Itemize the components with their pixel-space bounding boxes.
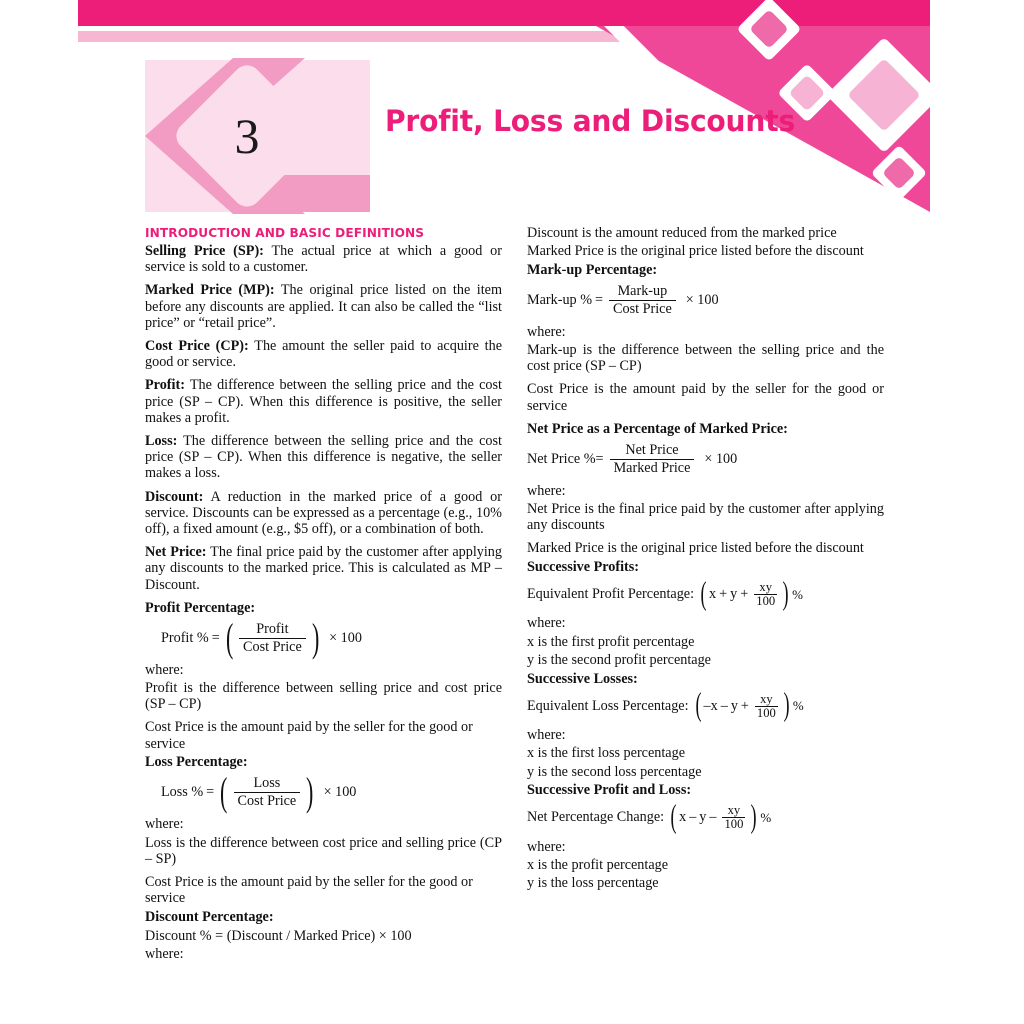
formula-equals: = — [595, 291, 604, 308]
paren-open: ( — [695, 687, 702, 724]
formula-multiplier: × 100 — [704, 450, 738, 467]
fraction-numerator: xy — [760, 691, 773, 706]
where-line: y is the loss percentage — [527, 875, 659, 892]
fraction-denominator: 100 — [756, 594, 776, 609]
fraction-denominator: Cost Price — [239, 638, 306, 655]
heading-discount-percentage: Discount Percentage: — [145, 908, 274, 925]
formula-discount-percentage: Discount % = (Discount / Marked Price) × 100 — [145, 927, 412, 944]
fraction — [722, 804, 745, 831]
formula-term-2: y — [699, 809, 707, 826]
formula-equals: = — [211, 629, 220, 646]
formula-multiplier: × 100 — [685, 291, 719, 308]
heading-loss-percentage: Loss Percentage: — [145, 754, 248, 771]
formula-operator-2: + — [740, 586, 749, 603]
heading-profit-percentage: Profit Percentage: — [145, 599, 256, 616]
where-line: Profit is the difference between selling price and cost price (SP – CP) — [145, 680, 502, 713]
formula-net-price-percentage — [527, 443, 884, 476]
where-line: Marked Price is the original price listed before the discount — [527, 540, 864, 557]
where-label: where: — [527, 726, 566, 743]
formula-successive-profits — [527, 575, 884, 612]
paren-open: ( — [220, 769, 228, 815]
fraction-numerator: xy — [759, 579, 772, 594]
fraction-denominator: Cost Price — [609, 300, 676, 317]
formula-lhs: Loss % — [161, 784, 204, 801]
paren-open: ( — [670, 799, 677, 836]
term-text: The difference between the selling price and the cost price (SP – CP). When this difference is positive, the seller makes a profit. — [145, 377, 502, 426]
term-label: Loss: — [145, 433, 178, 450]
formula-lhs: Net Price %= — [527, 450, 604, 467]
formula-label: Equivalent Loss Percentage: — [527, 697, 689, 714]
definition-cost-price — [145, 338, 502, 370]
term-text: The final price paid by the customer after applying any discounts to the marked price. This is calculated as MP – Discount. — [145, 544, 502, 593]
formula-profit-percentage — [145, 614, 502, 660]
paren-open: ( — [225, 614, 234, 660]
formula-operator-1: – — [720, 697, 728, 714]
formula-equals: = — [206, 784, 215, 801]
heading-successive-profit-and-loss: Successive Profit and Loss: — [527, 782, 692, 799]
formula-label: Net Percentage Change: — [527, 809, 665, 826]
where-label: where: — [145, 661, 184, 678]
heading-successive-losses: Successive Losses: — [527, 670, 638, 687]
term-label: Discount: — [145, 488, 204, 505]
term-text: The original price listed on the item before any discounts are applied. It can also be called the “list price” or “retail price”. — [145, 282, 502, 331]
where-line: x is the first profit percentage — [527, 633, 695, 650]
where-line: Cost Price is the amount paid by the seller for the good or service — [145, 719, 473, 752]
fraction-denominator: Cost Price — [234, 792, 301, 809]
term-text: The amount the seller paid to acquire the good or service. — [145, 338, 503, 371]
where-line: x is the first loss percentage — [527, 745, 685, 762]
formula-operator-2: + — [740, 697, 749, 714]
definition-selling-price — [145, 243, 502, 275]
definition-discount — [145, 489, 502, 538]
term-text: A reduction in the marked price of a good or service. Discounts can be expressed as a percentage (e.g., 10% off), a fixed amount (e.g., $5 off), or a combination of both. — [145, 488, 502, 538]
formula-markup-percentage — [527, 284, 884, 317]
chapter-number-badge — [145, 60, 370, 212]
formula-multiplier: × 100 — [323, 784, 357, 801]
formula-operator-1: + — [719, 586, 728, 603]
definition-marked-price — [145, 282, 502, 331]
fraction — [610, 443, 695, 476]
formula-lhs: Profit % — [161, 629, 209, 646]
formula-term-2: y — [730, 697, 738, 714]
heading-net-price-percentage: Net Price as a Percentage of Marked Price: — [527, 420, 788, 437]
formula-term-1: x — [709, 586, 717, 603]
page-header-banner — [0, 0, 1024, 215]
where-label: where: — [527, 482, 566, 499]
formula-multiplier: × 100 — [329, 629, 362, 646]
term-label: Cost Price (CP): — [145, 338, 249, 355]
fraction — [239, 622, 306, 655]
definition-net-price — [145, 544, 502, 593]
where-line: y is the second profit percentage — [527, 652, 711, 669]
formula-term-1: –x — [703, 697, 718, 714]
fraction — [755, 693, 778, 720]
chapter-number: 3 — [234, 108, 260, 164]
formula-successive-losses — [527, 687, 884, 724]
heading-markup-percentage: Mark-up Percentage: — [527, 261, 658, 278]
fraction — [609, 284, 676, 317]
term-label: Marked Price (MP): — [145, 282, 275, 299]
fraction — [754, 581, 777, 608]
where-line: Marked Price is the original price listed before the discount — [527, 243, 864, 260]
where-line: Discount is the amount reduced from the marked price — [527, 225, 837, 241]
formula-loss-percentage — [145, 769, 502, 815]
paren-close: ) — [783, 687, 790, 724]
formula-operator-1: – — [689, 809, 697, 826]
paren-close: ) — [782, 575, 789, 612]
fraction-denominator: 100 — [724, 817, 744, 832]
where-line: y is the second loss percentage — [527, 763, 702, 780]
term-label: Net Price: — [145, 544, 207, 561]
formula-lhs: Mark-up % — [527, 291, 593, 308]
where-line: Mark-up is the difference between the selling price and the cost price (SP – CP) — [527, 342, 884, 375]
term-label: Selling Price (SP): — [145, 243, 264, 259]
where-line: Cost Price is the amount paid by the seller for the good or service — [527, 381, 884, 414]
term-text: The difference between the selling price and the cost price (SP – CP). When this difference is negative, the seller makes a loss. — [145, 433, 502, 482]
fraction-denominator: 100 — [756, 705, 776, 720]
where-label: where: — [145, 816, 184, 833]
formula-label: Equivalent Profit Percentage: — [527, 586, 695, 603]
fraction-numerator: Mark-up — [617, 282, 668, 299]
term-label: Profit: — [145, 377, 185, 394]
formula-term-2: y — [730, 586, 738, 603]
fraction-numerator: Profit — [256, 620, 289, 637]
where-label: where: — [527, 838, 566, 855]
section-heading-introduction: INTRODUCTION AND BASIC DEFINITIONS — [145, 225, 425, 240]
where-label: where: — [527, 615, 566, 632]
formula-term-1: x — [679, 809, 687, 826]
formula-percent-sign: % — [760, 810, 772, 826]
left-column — [145, 225, 502, 965]
definition-profit — [145, 377, 502, 426]
paren-open: ( — [700, 575, 707, 612]
fraction-numerator: Loss — [253, 775, 281, 792]
where-label: where: — [145, 946, 184, 963]
formula-net-percentage-change — [527, 799, 884, 836]
paren-close: ) — [311, 614, 320, 660]
where-label: where: — [527, 323, 566, 340]
fraction — [234, 776, 301, 809]
formula-percent-sign: % — [792, 586, 803, 602]
fraction-numerator: Net Price — [625, 441, 679, 458]
where-line: Loss is the difference between cost price and selling price (CP – SP) — [145, 834, 502, 867]
paren-close: ) — [750, 799, 757, 836]
chapter-title: Profit, Loss and Discounts — [385, 104, 796, 138]
where-line: Net Price is the final price paid by the customer after applying any discounts — [527, 501, 884, 534]
fraction-denominator: Marked Price — [610, 459, 695, 476]
right-column — [527, 225, 884, 894]
heading-successive-profits: Successive Profits: — [527, 558, 640, 575]
where-line: x is the profit percentage — [527, 857, 669, 874]
where-line: Cost Price is the amount paid by the seller for the good or service — [145, 873, 473, 907]
header-bar-dark — [78, 0, 930, 26]
term-text: The actual price at which a good or service is sold to a customer. — [145, 243, 502, 276]
paren-close: ) — [306, 769, 314, 815]
fraction-numerator: xy — [727, 803, 741, 818]
definition-loss — [145, 433, 502, 482]
formula-percent-sign: % — [792, 698, 804, 714]
formula-operator-2: – — [709, 809, 717, 826]
